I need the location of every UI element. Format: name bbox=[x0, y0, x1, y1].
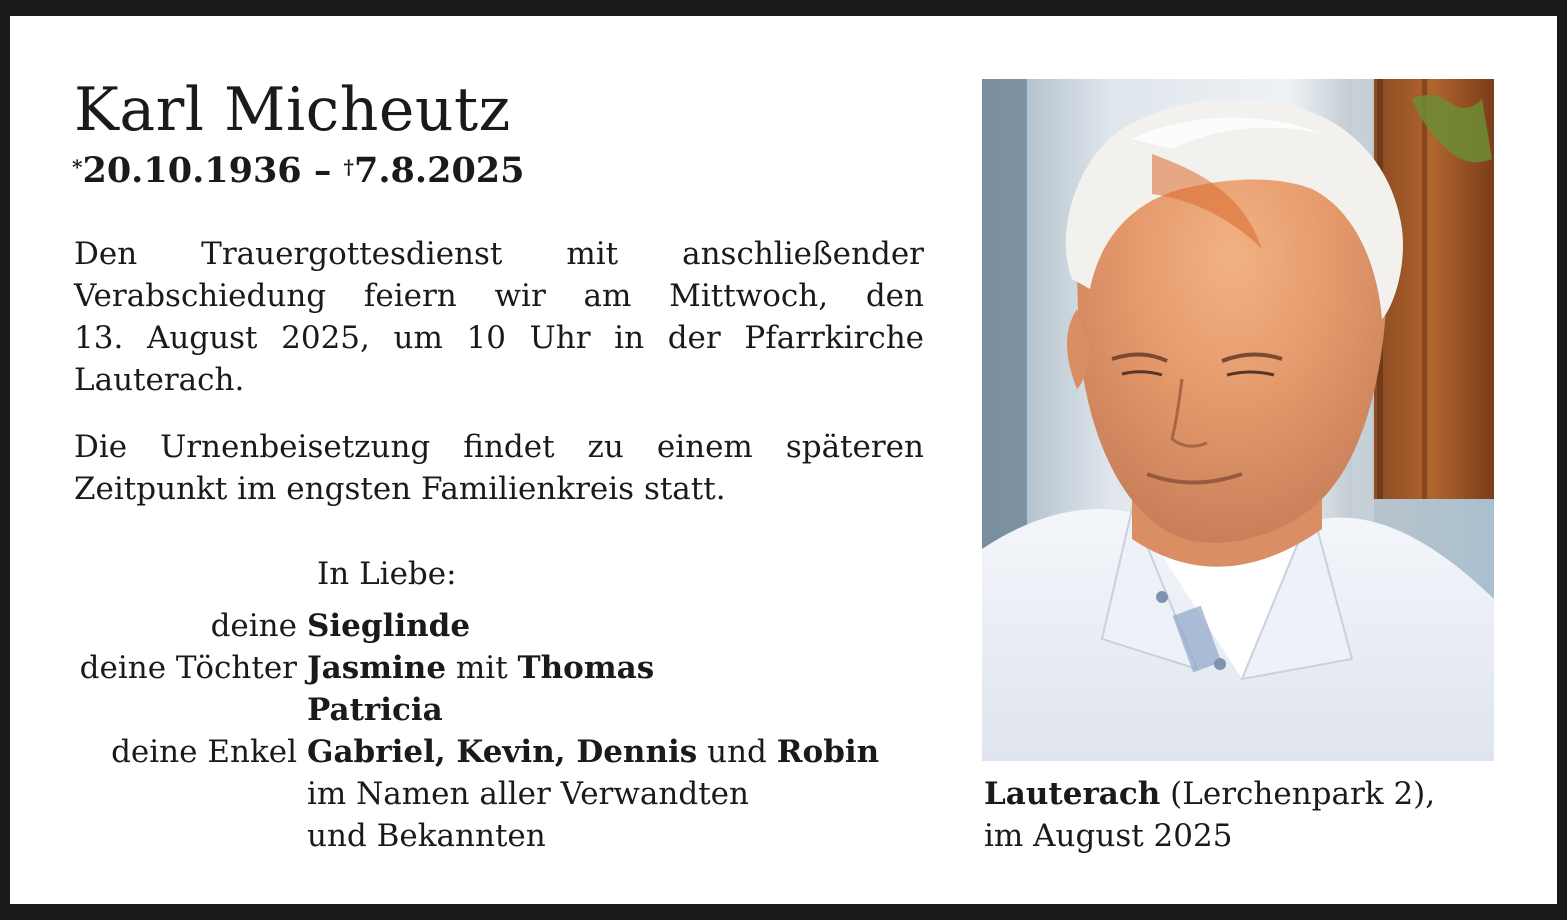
mourner-name: Sieglinde bbox=[307, 608, 471, 644]
mourner-connector: und bbox=[707, 734, 767, 770]
mourner-connector: mit bbox=[455, 650, 508, 686]
caption-place: Lauterach bbox=[984, 776, 1161, 812]
death-symbol: † bbox=[343, 155, 355, 179]
urn-burial-paragraph bbox=[74, 426, 924, 510]
mourners-list bbox=[0, 605, 960, 857]
paragraph1-line: Lauterach. bbox=[74, 362, 245, 398]
caption-date: im August 2025 bbox=[984, 818, 1233, 854]
photo-caption bbox=[984, 773, 1435, 857]
life-dates bbox=[72, 148, 525, 194]
mourner-relation: deine bbox=[210, 608, 297, 644]
caption-line-1 bbox=[984, 773, 1435, 815]
paragraph1-line: 13. August 2025, um 10 Uhr in der Pfarrkirche bbox=[74, 320, 924, 356]
paragraph2-line: Zeitpunkt im engsten Familienkreis statt. bbox=[74, 471, 726, 507]
paragraph1-line: Verabschiedung feiern wir am Mittwoch, den bbox=[74, 278, 924, 314]
portrait-photo bbox=[982, 79, 1494, 761]
in-love-heading: In Liebe: bbox=[317, 556, 457, 592]
mourner-name: Gabriel, Kevin, Dennis bbox=[307, 734, 698, 770]
deceased-name: Karl Micheutz bbox=[74, 75, 511, 145]
paragraph1-line: Den Trauergottesdienst mit anschließender bbox=[74, 236, 924, 272]
mourner-relation: deine Töchter bbox=[79, 650, 297, 686]
mourner-note: im Namen aller Verwandten bbox=[307, 776, 749, 812]
mourner-row bbox=[0, 647, 960, 689]
mourner-note: und Bekannten bbox=[307, 818, 546, 854]
mourner-relation: deine Enkel bbox=[111, 734, 297, 770]
mourner-name: Jasmine bbox=[307, 650, 447, 686]
mourner-name: Robin bbox=[776, 734, 880, 770]
mourner-name: Thomas bbox=[517, 650, 655, 686]
mourner-name: Patricia bbox=[307, 692, 443, 728]
birth-date: 20.10.1936 bbox=[82, 150, 302, 191]
paragraph2-line: Die Urnenbeisetzung findet zu einem späteren bbox=[74, 429, 924, 465]
mourner-row bbox=[0, 815, 960, 857]
death-date: 7.8.2025 bbox=[354, 150, 525, 191]
mourner-row bbox=[0, 605, 960, 647]
funeral-service-paragraph bbox=[74, 233, 924, 401]
mourner-row bbox=[0, 689, 960, 731]
caption-address: (Lerchenpark 2), bbox=[1170, 776, 1436, 812]
mourner-row bbox=[0, 731, 960, 773]
date-dash: – bbox=[313, 150, 332, 191]
birth-symbol: * bbox=[72, 155, 83, 179]
mourner-row bbox=[0, 773, 960, 815]
